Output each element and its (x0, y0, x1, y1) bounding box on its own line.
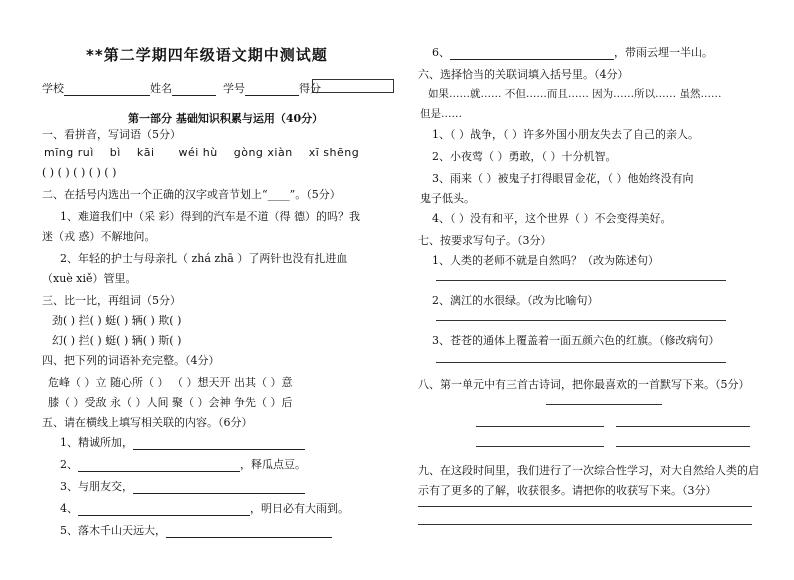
s8-poem-line1a[interactable] (476, 426, 604, 427)
q5-line4-tail: ，明日必有大雨到。 (250, 502, 349, 515)
q3-row1[interactable]: 劲( ) 拦( ) 蜓( ) 辆( ) 欺( ) (52, 314, 182, 327)
s7-title: 七、按要求写句子。（3分） (418, 234, 552, 247)
number-label: 学号 (223, 82, 245, 95)
s8-title: 八、第一单元中有三首古诗词，把你最喜欢的一首默写下来。（5分） (418, 378, 750, 391)
q5-line5-blank[interactable] (166, 525, 332, 538)
q2-line3: 2、年轻的护士与母亲扎（ zhá zhā ）了两针也没有扎进血 (60, 252, 348, 265)
s8-poem-line2b[interactable] (616, 446, 750, 447)
pinyin-6: xī shēng (308, 146, 360, 159)
q5-line4 (60, 500, 349, 516)
s9-answer2[interactable] (418, 524, 752, 525)
q5-line1-blank[interactable] (133, 437, 305, 450)
s8-poem-line2a[interactable] (476, 446, 604, 447)
school-label: 学校 (42, 82, 64, 95)
s6-line4[interactable]: 4、（ ）没有和平，这个世界（ ）不会变得美好。 (432, 212, 672, 225)
name-label: 姓名 (150, 82, 172, 95)
q5-line5-text: 5、落木千山天远大， (60, 524, 166, 537)
pinyin-2: bì (109, 146, 121, 159)
s6-title: 六、选择恰当的关联词填入括号里。（4分） (418, 68, 629, 81)
q5-line2 (60, 456, 306, 472)
pinyin-1: mīng ruì (44, 146, 94, 159)
number-field[interactable] (245, 83, 299, 96)
q1-title: 一、看拼音，写词语（5分） (42, 128, 181, 141)
part1-heading: 第一部分 基础知识积累与运用（40分） (128, 112, 324, 125)
q2-line1: 1、难道我们中（采 彩）得到的汽车是不道（得 德）的吗？我 (60, 210, 360, 223)
q5-line6-text: 6、 (432, 46, 450, 59)
score-box[interactable] (312, 79, 394, 93)
q5-line2-text: 2、 (60, 458, 78, 471)
q5-line1-text: 1、精诚所加， (60, 436, 133, 449)
q1-pinyin-row (44, 146, 359, 159)
q5-line5 (60, 522, 332, 538)
s9-line1: 九、在这段时间里，我们进行了一次综合性学习，对大自然给人类的启 (418, 464, 759, 477)
q4-title: 四、把下列的词语补充完整。（4分） (42, 354, 220, 367)
school-field[interactable] (64, 83, 150, 96)
q4-row2[interactable]: 膝（ ）受敌 永（ ）人间 聚（ ）会神 争先（ ）后 (48, 396, 293, 409)
s7-line1: 1、人类的老师不就是自然吗？（改为陈述句） (432, 254, 659, 267)
q3-row2[interactable]: 幻( ) 拦( ) 蜓( ) 辆( ) 斯( ) (52, 334, 182, 347)
s9-line2: 示有了更多的了解，收获很多。请把你的收获写下来。（3分） (418, 484, 717, 497)
q5-line2-tail: ，释瓜点豆。 (240, 458, 306, 471)
s6-line3b: 鬼子低头。 (420, 192, 475, 205)
q5-line6-tail: ，带雨云埋一半山。 (614, 46, 713, 59)
exam-title: **第二学期四年级语文期中测试题 (86, 46, 328, 64)
q5-line4-text: 4、 (60, 502, 78, 515)
q2-line2: 迷（戎 惑）不解地问。 (42, 230, 156, 243)
s7-answer1[interactable] (436, 280, 726, 281)
q1-blanks[interactable]: ( ) ( ) ( ) ( ) ( ) (42, 166, 117, 179)
info-row (42, 80, 321, 96)
q5-line6 (432, 44, 713, 60)
s7-line3: 3、苍苍的通体上覆盖着一面五颜六色的红旗。（修改病句） (432, 334, 720, 347)
q2-line4: （xuè xiě）管里。 (42, 272, 137, 285)
s6-options: 如果……就…… 不但……而且…… 因为……所以…… 虽然…… (428, 88, 722, 100)
q5-line3 (60, 478, 305, 494)
q5-line6-blank[interactable] (450, 47, 614, 60)
s8-poem-line1b[interactable] (616, 426, 750, 427)
q5-line3-text: 3、与朋友交， (60, 480, 133, 493)
pinyin-4: wéi hù (178, 146, 218, 159)
s6-options2: 但是…… (420, 108, 462, 120)
q5-title: 五、请在横线上填写相关联的内容。（6分） (42, 416, 253, 429)
s6-line1[interactable]: 1、（ ）战争，（ ）许多外国小朋友失去了自己的亲人。 (432, 128, 699, 141)
q2-title: 二、在括号内选出一个正确的汉字或音节划上“____”。（5分） (42, 188, 341, 201)
q4-row1[interactable]: 危峰（ ）立 随心所（ ） （ ）想天开 出其（ ）意 (48, 376, 293, 389)
s6-line2[interactable]: 2、小夜莺（ ）勇敢，（ ）十分机智。 (432, 150, 617, 163)
s7-answer2[interactable] (436, 320, 726, 321)
score-label: 得分 (299, 82, 321, 95)
q3-title: 三、比一比，再组词（5分） (42, 294, 181, 307)
s7-line2: 2、漓江的水很绿。（改为比喻句） (432, 294, 599, 307)
s8-poem-title-line[interactable] (546, 404, 662, 405)
pinyin-3: kāi (136, 146, 155, 159)
q5-line4-blank[interactable] (78, 503, 250, 516)
name-field[interactable] (172, 83, 216, 96)
s9-answer1[interactable] (418, 506, 752, 507)
q5-line1 (60, 434, 305, 450)
s6-line3[interactable]: 3、雨来（ ）被鬼子打得眼冒金花，（ ）他始终没有向 (432, 172, 694, 185)
q5-line2-blank[interactable] (78, 459, 240, 472)
q5-line3-blank[interactable] (133, 481, 305, 494)
s7-answer3[interactable] (436, 362, 726, 363)
pinyin-5: gòng xiàn (233, 146, 293, 159)
